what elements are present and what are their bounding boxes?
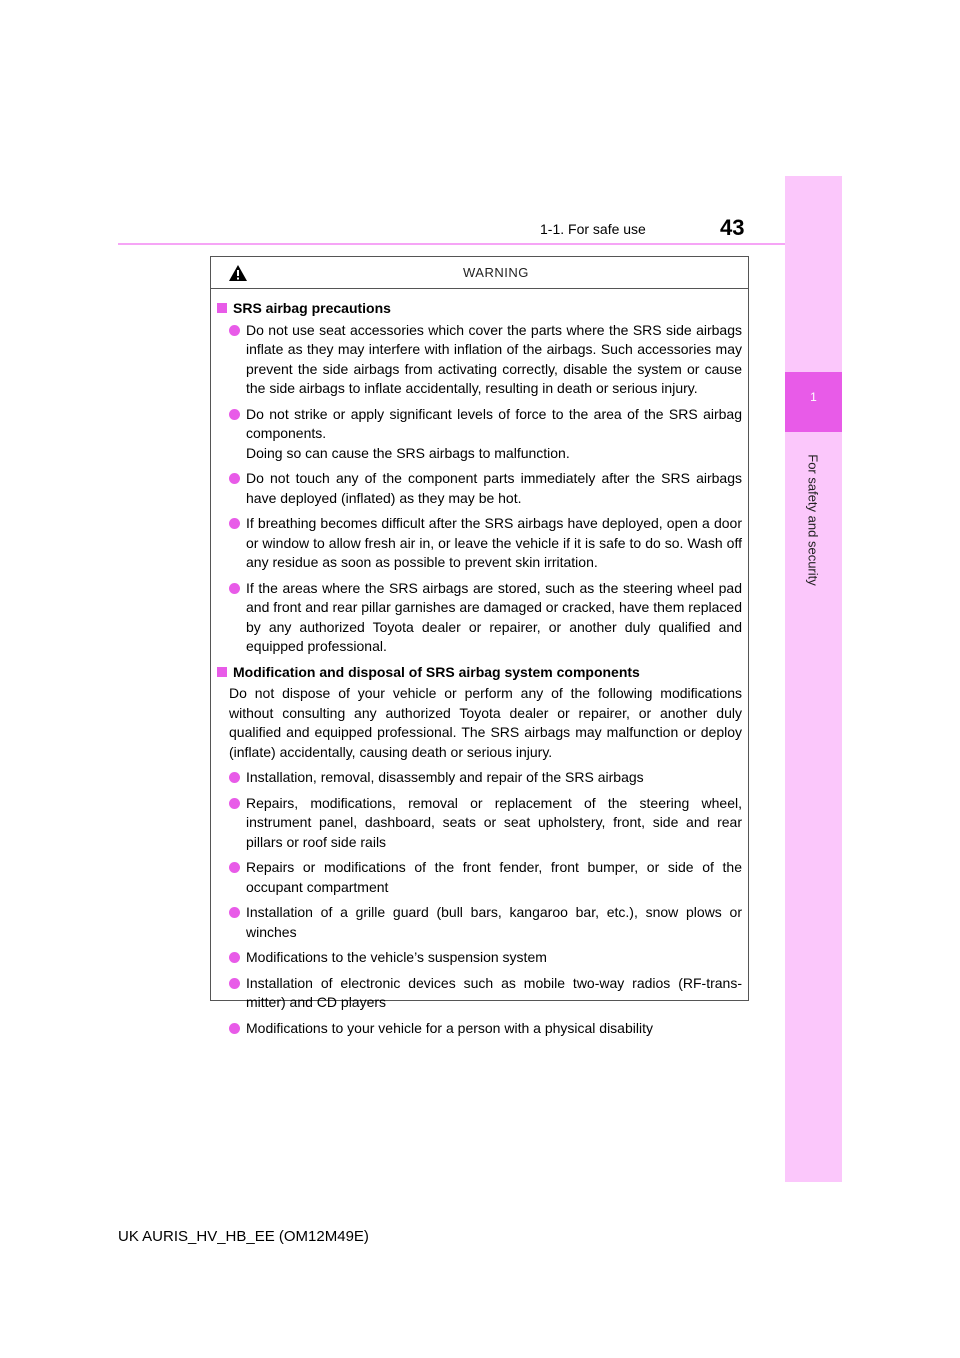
- list-item-text: Modifications to your vehicle for a person with a physical disability: [246, 1019, 653, 1036]
- section-intro: Do not dispose of your vehicle or perform any of the following modifications without consulting any authorized Toyota dealer or repairer, or another duly qualified and equipped professional. The SRS airbags may malfunction or deploy (inflate) accidentally, causing death or serious injury.: [229, 685, 742, 760]
- chapter-title: For safety and security: [805, 454, 821, 586]
- list-item: [217, 794, 742, 853]
- list-item-text: Installation, removal, disassembly and repair of the SRS airbags: [246, 769, 644, 785]
- chapter-number: 1: [810, 390, 817, 404]
- bullet-dot-icon: [229, 1023, 240, 1034]
- bullet-dot-icon: [229, 978, 240, 989]
- list-item-text: Do not touch any of the component parts immediately after the SRS airbags have deployed (inflated) as they may be hot.: [246, 470, 742, 506]
- warning-header: [211, 257, 748, 289]
- list-item: [217, 514, 742, 573]
- warning-title: WARNING: [463, 265, 529, 280]
- bullet-dot-icon: [229, 325, 240, 336]
- bullet-dot-icon: [229, 862, 240, 873]
- list-item: [217, 579, 742, 657]
- list-item-text: Do not use seat accessories which cover the parts where the SRS side airbags inflate as they may interfere with inflation of the airbags. Such accessories may prevent the side airbags from activating correctly, disable the system or cause the side airbags to inflate accidentally, resulting in death or serious injury.: [246, 321, 742, 396]
- list-item-text: [246, 405, 742, 464]
- warning-box: [210, 256, 749, 1036]
- list-item: [217, 1019, 742, 1039]
- bullet-dot-icon: [229, 952, 240, 963]
- header-section-title: 1-1. For safe use: [540, 221, 646, 237]
- list-item: [217, 903, 742, 942]
- list-item: [217, 321, 742, 399]
- square-bullet-icon: [217, 667, 227, 677]
- list-item: [217, 469, 742, 508]
- list-item-text: If breathing becomes difficult after the SRS airbags have deployed, open a door or window to allow fresh air in, or leave the vehicle if it is safe to do so. Wash off any residue as soon as possible to prevent skin irritation.: [246, 515, 742, 570]
- list-item-text: Repairs, modifications, removal or replacement of the steering wheel, instrument panel, dashboard, seats or seat upholstery, front, side and rear pillars or roof side rails: [246, 794, 742, 850]
- page-number: 43: [720, 215, 745, 240]
- bullet-dot-icon: [229, 518, 240, 529]
- list-item: [217, 405, 742, 464]
- sidebar-strip: [785, 176, 842, 1182]
- list-item-text: Installation of electronic devices such as mobile two-way radios (RF-trans-mitter) and CD players: [246, 974, 742, 1010]
- list-item-text-extra: Doing so can cause the SRS airbags to malfunction.: [246, 444, 570, 461]
- warning-body: [211, 289, 748, 1038]
- bullet-dot-icon: [229, 583, 240, 594]
- list-item: [217, 858, 742, 897]
- list-item-text-main: Do not strike or apply significant levels of force to the area of the SRS airbag components.: [246, 405, 742, 441]
- square-bullet-icon: [217, 303, 227, 313]
- list-item: [217, 768, 742, 788]
- bullet-dot-icon: [229, 798, 240, 809]
- bullet-dot-icon: [229, 772, 240, 783]
- list-item-text: Modifications to the vehicle’s suspension system: [246, 949, 547, 965]
- list-item: [217, 974, 742, 1013]
- bullet-dot-icon: [229, 907, 240, 918]
- list-item-text: Repairs or modifications of the front fender, front bumper, or side of the occupant compartment: [246, 859, 742, 895]
- list-item-text: If the areas where the SRS airbags are stored, such as the steering wheel pad and front and rear pillar garnishes are damaged or cracked, have them replaced by any authorized Toyota dealer or repairer, or another duly qualified and equipped professional.: [246, 579, 742, 654]
- bullet-dot-icon: [229, 409, 240, 420]
- section-heading-text: SRS airbag precautions: [233, 300, 391, 316]
- bullet-dot-icon: [229, 473, 240, 484]
- section-heading: [217, 299, 742, 319]
- section-heading: [217, 663, 742, 683]
- warning-triangle-icon: [228, 264, 248, 282]
- list-item: [217, 948, 742, 968]
- section-heading-text: Modification and disposal of SRS airbag system components: [233, 663, 640, 680]
- list-item-text: Installation of a grille guard (bull bars, kangaroo bar, etc.), snow plows or winches: [246, 904, 742, 940]
- document-id: UK AURIS_HV_HB_EE (OM12M49E): [118, 1228, 369, 1245]
- header-rule: [118, 243, 785, 245]
